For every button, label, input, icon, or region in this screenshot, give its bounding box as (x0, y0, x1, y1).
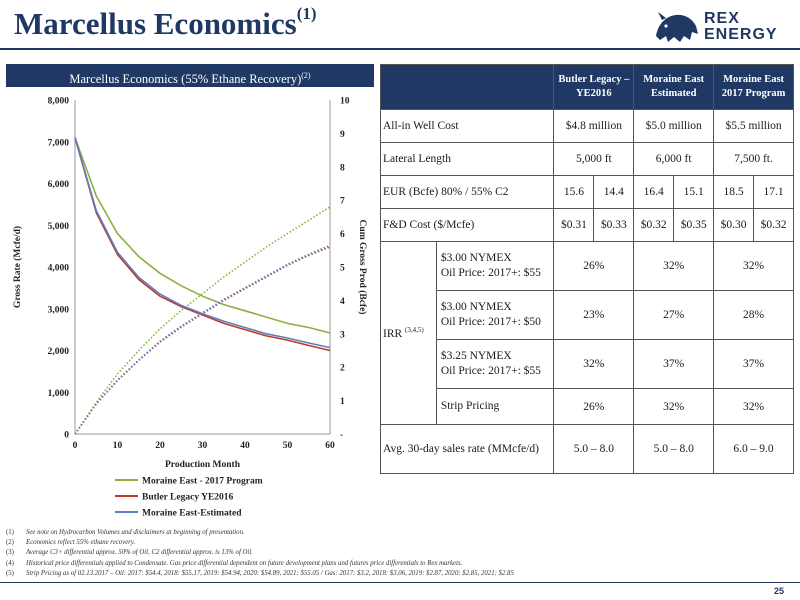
footnote (6, 548, 796, 558)
y-tick-label: 1,000 (47, 388, 69, 399)
y-tick-label: 3,000 (47, 305, 69, 316)
page-title (14, 3, 317, 42)
footnote-text: Strip Pricing as of 02.13.2017 – Oil: 2017: $54.4, 2018: $55.17, 2019: $54.94, 2020: $54.89, 2021: $55.05 / Gas: 2017: $3.2, 2018: $3.06, 2019: $2.87, 2020: $2.85, 2021: $2.85 (26, 569, 514, 577)
table-cell: 32% (634, 242, 714, 291)
table-cell: 14.4 (594, 176, 634, 209)
table-cell: $0.30 (714, 209, 754, 242)
footnote-text: Average C3+ differential approx. 50% of Oil, C2 differential approx. is 13% of Oil. (26, 549, 253, 557)
table-cell: 15.1 (674, 176, 714, 209)
y-tick-label: 6,000 (47, 180, 69, 190)
irr-scenario-gas: $3.25 NYMEX (440, 350, 512, 363)
column-header-moraine-east-estimated: Moraine East Estimated (634, 65, 714, 110)
row-label-irr (381, 242, 437, 425)
x-tick-label: 0 (72, 441, 78, 451)
table-cell: 7,500 ft. (714, 143, 794, 176)
chart-header-text: Marcellus Economics (55% Ethane Recovery) (69, 72, 302, 87)
table-cell: $0.31 (554, 209, 594, 242)
page-number: 25 (774, 586, 785, 596)
table-cell: 32% (634, 389, 714, 425)
footnote-number: (3) (6, 549, 14, 557)
x-tick-label: 60 (325, 441, 335, 451)
footnote-text: Economics reflect 55% ethane recovery. (26, 539, 136, 547)
y-tick-label: 5,000 (47, 221, 69, 232)
x-tick-label: 40 (240, 441, 250, 451)
table-row-fd-cost (381, 209, 794, 242)
y-tick-label: 2,000 (47, 347, 69, 357)
table-row-lateral-length (381, 143, 794, 176)
table-cell: 26% (554, 389, 634, 425)
irr-scenario-3 (436, 340, 554, 389)
x-tick-label: 30 (197, 441, 208, 451)
table-cell: 16.4 (634, 176, 674, 209)
irr-scenario-gas: $3.00 NYMEX (440, 301, 512, 314)
footnote-number: (5) (6, 569, 14, 577)
table-header-row (381, 65, 794, 110)
column-header-moraine-east-2017: Moraine East 2017 Program (714, 65, 794, 110)
row-label-sales-rate: Avg. 30-day sales rate (MMcfe/d) (381, 425, 554, 474)
table-cell: 32% (714, 242, 794, 291)
table-cell: 37% (714, 340, 794, 389)
y-tick-label: 4,000 (47, 263, 69, 274)
y2-axis-label: Cum Gross Prod (Bcfe) (357, 219, 367, 315)
page-title-note: (1) (296, 3, 317, 23)
footnotes (6, 528, 796, 579)
buffalo-logo-icon (652, 6, 700, 46)
table-cell: 28% (714, 291, 794, 340)
row-label-fd-cost: F&D Cost ($/Mcfe) (381, 209, 554, 242)
irr-scenario-oil: Oil Price: 2017+: $55 (440, 365, 541, 377)
x-tick-label: 50 (282, 441, 293, 451)
series-rate-line (75, 138, 330, 348)
table-row-sales-rate (381, 425, 794, 474)
table-cell: $0.35 (674, 209, 714, 242)
table-cell: 32% (714, 389, 794, 425)
irr-scenario-gas: $3.00 NYMEX (440, 252, 512, 265)
table-cell: 5.0 – 8.0 (634, 425, 714, 474)
chart-header (6, 64, 374, 87)
table-cell: 5.0 – 8.0 (554, 425, 634, 474)
table-row-irr-2 (381, 291, 794, 340)
irr-label-text: IRR (383, 327, 403, 340)
series-rate-line (75, 138, 330, 333)
table-cell: 6,000 ft (634, 143, 714, 176)
series-cumulative-line (75, 207, 330, 434)
legend-label: Moraine East - 2017 Program (142, 476, 263, 487)
table-cell: 18.5 (714, 176, 754, 209)
y2-tick-label: 4 (340, 296, 345, 307)
row-label-lateral-length: Lateral Length (381, 143, 554, 176)
table-row-irr-3 (381, 340, 794, 389)
y-tick-label: 7,000 (47, 138, 69, 149)
table-cell: 23% (554, 291, 634, 340)
page-title-text: Marcellus Economics (14, 6, 297, 41)
table-cell: 32% (554, 340, 634, 389)
table-row-eur (381, 176, 794, 209)
table-cell: 37% (634, 340, 714, 389)
irr-scenario-1 (436, 242, 554, 291)
y2-tick-label: 5 (340, 263, 345, 274)
footnote-text: See note on Hydrocarbon Volumes and disclaimers at beginning of presentation. (26, 529, 245, 536)
table-cell: $4.8 million (554, 110, 634, 143)
economics-table-container (380, 64, 794, 474)
x-axis-label: Production Month (164, 460, 241, 470)
irr-scenario-oil: Oil Price: 2017+: $55 (440, 267, 541, 279)
table-cell: 5,000 ft (554, 143, 634, 176)
y-tick-label: 8,000 (47, 96, 69, 107)
table-cell: 27% (634, 291, 714, 340)
table-cell: $0.32 (754, 209, 794, 242)
table-row-well-cost (381, 110, 794, 143)
row-label-well-cost: All-in Well Cost (381, 110, 554, 143)
y2-tick-label: 10 (340, 96, 350, 107)
y-tick-label: 0 (64, 430, 69, 441)
table-cell: $0.32 (634, 209, 674, 242)
footnote-text: Historical price differentials applied to Condensate. Gas price differential dependent on future development plans and futures price differentials to Rex markets. (26, 559, 463, 567)
table-cell: 15.6 (554, 176, 594, 209)
table-row-irr-1 (381, 242, 794, 291)
y2-tick-label: 7 (340, 196, 345, 207)
irr-scenario-4: Strip Pricing (436, 389, 554, 425)
y2-tick-label: 1 (340, 397, 345, 408)
footnote-number: (4) (6, 559, 14, 567)
footnote (6, 559, 796, 569)
table-cell: $5.0 million (634, 110, 714, 143)
logo-text-rex: REX (704, 10, 740, 27)
chart-header-note: (2) (301, 71, 311, 80)
y2-tick-label: 8 (340, 163, 345, 174)
footnote (6, 569, 796, 579)
x-tick-label: 10 (112, 441, 123, 451)
table-cell: $5.5 million (714, 110, 794, 143)
table-cell: 26% (554, 242, 634, 291)
y2-tick-label: 6 (340, 230, 345, 241)
rex-energy-logo (652, 6, 794, 46)
y2-tick-label: 3 (340, 330, 345, 341)
footnote (6, 538, 796, 548)
footer-divider (0, 582, 800, 583)
table-header-blank (381, 65, 554, 110)
table-cell: 6.0 – 9.0 (714, 425, 794, 474)
footnote-number: (1) (6, 529, 14, 536)
production-chart (0, 88, 378, 520)
irr-scenario-oil: Oil Price: 2017+: $50 (440, 316, 541, 328)
y2-tick-label: - (340, 430, 344, 441)
y-axis-label: Gross Rate (Mcfe/d) (13, 225, 23, 309)
y2-tick-label: 9 (340, 129, 345, 140)
table-row-irr-4 (381, 389, 794, 425)
table-cell: 17.1 (754, 176, 794, 209)
title-divider (0, 48, 800, 50)
legend-label: Moraine East-Estimated (142, 508, 242, 519)
table-cell: $0.33 (594, 209, 634, 242)
column-header-butler-legacy: Butler Legacy – YE2016 (554, 65, 634, 110)
irr-scenario-2 (436, 291, 554, 340)
row-label-eur: EUR (Bcfe) 80% / 55% C2 (381, 176, 554, 209)
x-tick-label: 20 (155, 441, 165, 451)
y2-tick-label: 2 (340, 363, 345, 374)
footnote-number: (2) (6, 539, 14, 547)
logo-text-energy: ENERGY (704, 26, 778, 43)
legend-label: Butler Legacy YE2016 (142, 492, 234, 503)
irr-label-note: (3,4,5) (405, 326, 424, 335)
footnote (6, 528, 796, 538)
economics-table (380, 64, 794, 474)
